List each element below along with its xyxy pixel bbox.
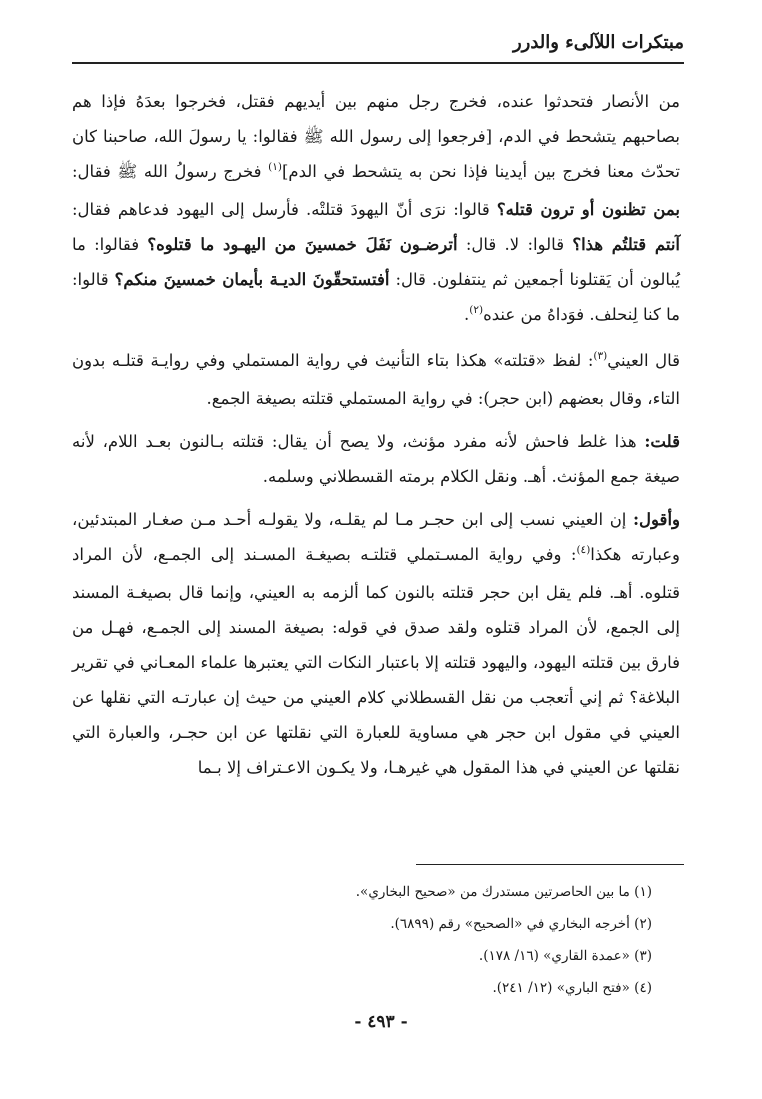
footnote-2: (٢) أخرجه البخاري في «الصحيح» رقم (٦٨٩٩). [390,916,652,932]
header-title: مبتكرات اللآلىء والدرر [505,32,684,53]
text-run: قالوا: لا. قال: [457,235,573,254]
running-header [72,28,684,64]
footnote-ref: (١) [268,161,282,173]
lead-word: وأقول: [632,510,680,529]
text-run: فخرج رسولُ الله ﷺ فقال: [72,162,269,181]
bold-quote: آنتم قتلتُم هذا؟ [572,235,680,254]
text-run: من الأنصار فتحدثوا عنده، فخرج رجل منهم بين أيديهم فقتل، فخرجوا بعدَهُ فإذا هم بصاحبهم يتشحط في الدم، [فرجعوا إلى رسول الله ﷺ فقالوا: يا رسولَ الله، صاحبنا كان تحدّث معنا فخرج بين أيدينا فإذا نحن به يتشحط في الدم] [72,92,681,181]
footnote-3: (٣) «عمدة القاري» (١٦/ ١٧٨). [478,948,652,964]
lead-word: قلت: [644,432,680,451]
footnote-4: (٤) «فتح الباري» (١٢/ ٢٤١). [492,980,652,996]
footnote-ref: (٤) [576,544,591,556]
paragraph-aqulu [72,502,680,785]
main-text [72,84,680,785]
paragraph-qultu [72,424,680,494]
text-run: فقالوا: ما يُبالون أن يَقتلونا أجمعين ثم ينتفلون. قال: [72,235,681,289]
page-number: - ٤٩٣ - [354,1012,408,1032]
footnotes [72,876,652,1004]
text-run: : وفي رواية المسـتملي قتلتـه بصيغـة المسـند إلى الجمـع، لأن المراد قتلوه. أهـ. فلم يقل ابن حجر قتلته بالنون كما ألزمه به العيني، وإنما قال بصيغـة المسند إلى الجمع، لأن المراد قتلوه ولقد صدق في قوله: بصيغة المسند إلى الجمـع، فهـل من فارق بين قتلته اليهود، واليهود قتلته إلا باعتبار النكات التي يعتبرها علماء المعـاني في تقرير البلاغة؟ ثم إني أتعجب من نقل القسطلاني كلام العيني من حيث إن عبارتـه التي نقلها عن العيني في مقول ابن حجر هي مساوية للعبارة التي نقلتها عن ابن حجـر، والعبارة التي نقلتها عن العيني في هذا المقول هي غيرهـا، ولا يكـون الاعـتراف إلا بـما [72,545,680,777]
paragraph-hadith [72,84,680,335]
paragraph-aini [72,343,680,416]
footnote-1: (١) ما بين الحاصرتين مستدرك من «صحيح البخاري». [355,884,652,900]
text-run: قال العيني [607,351,680,370]
footnote-ref: (٣) [593,350,608,362]
text-run: . [463,305,470,324]
text-run: قالوا: ما كنا لِنحلف. فوَداهُ من عنده [72,270,680,324]
footnote-ref: (٢) [469,304,484,316]
text-run: إن العيني نسب إلى ابن حجـر مـا لم يقلـه، ولا يقولـه أحـد مـن صغـار المبتدئين، وعبارته هكذا [72,510,681,564]
bold-quote: أفتستحقّونَ الديـة بأيمان خمسينَ منكم؟ [114,270,390,289]
text-run: قالوا: نرَى أنّ اليهودَ قتلتْه. فأرسل إلى اليهود فدعاهم فقال: [72,200,497,219]
bold-quote: بمن تظنون أو ترون قتله؟ [496,200,680,219]
text-run: : لفظ «قتلته» هكذا بتاء التأنيث في رواية المستملي وفي روايـة قتلـه بدون التاء، وقال بعضهم (ابن حجر): في رواية المستملي قتلته بصيغة الجمع. [72,351,680,408]
footnote-divider [416,864,684,865]
bold-quote: أترضـون نَفَلَ خمسينَ من اليهـود ما قتلوه؟ [147,235,458,254]
text-run: هذا غلط فاحش لأنه مفرد مؤنث، ولا يصح أن يقال: قتلته بـالنون بعـد اللام، لأنه صيغة جمع المؤنث. أهـ. ونقل الكلام برمته القسطلاني وسلمه. [72,432,680,486]
